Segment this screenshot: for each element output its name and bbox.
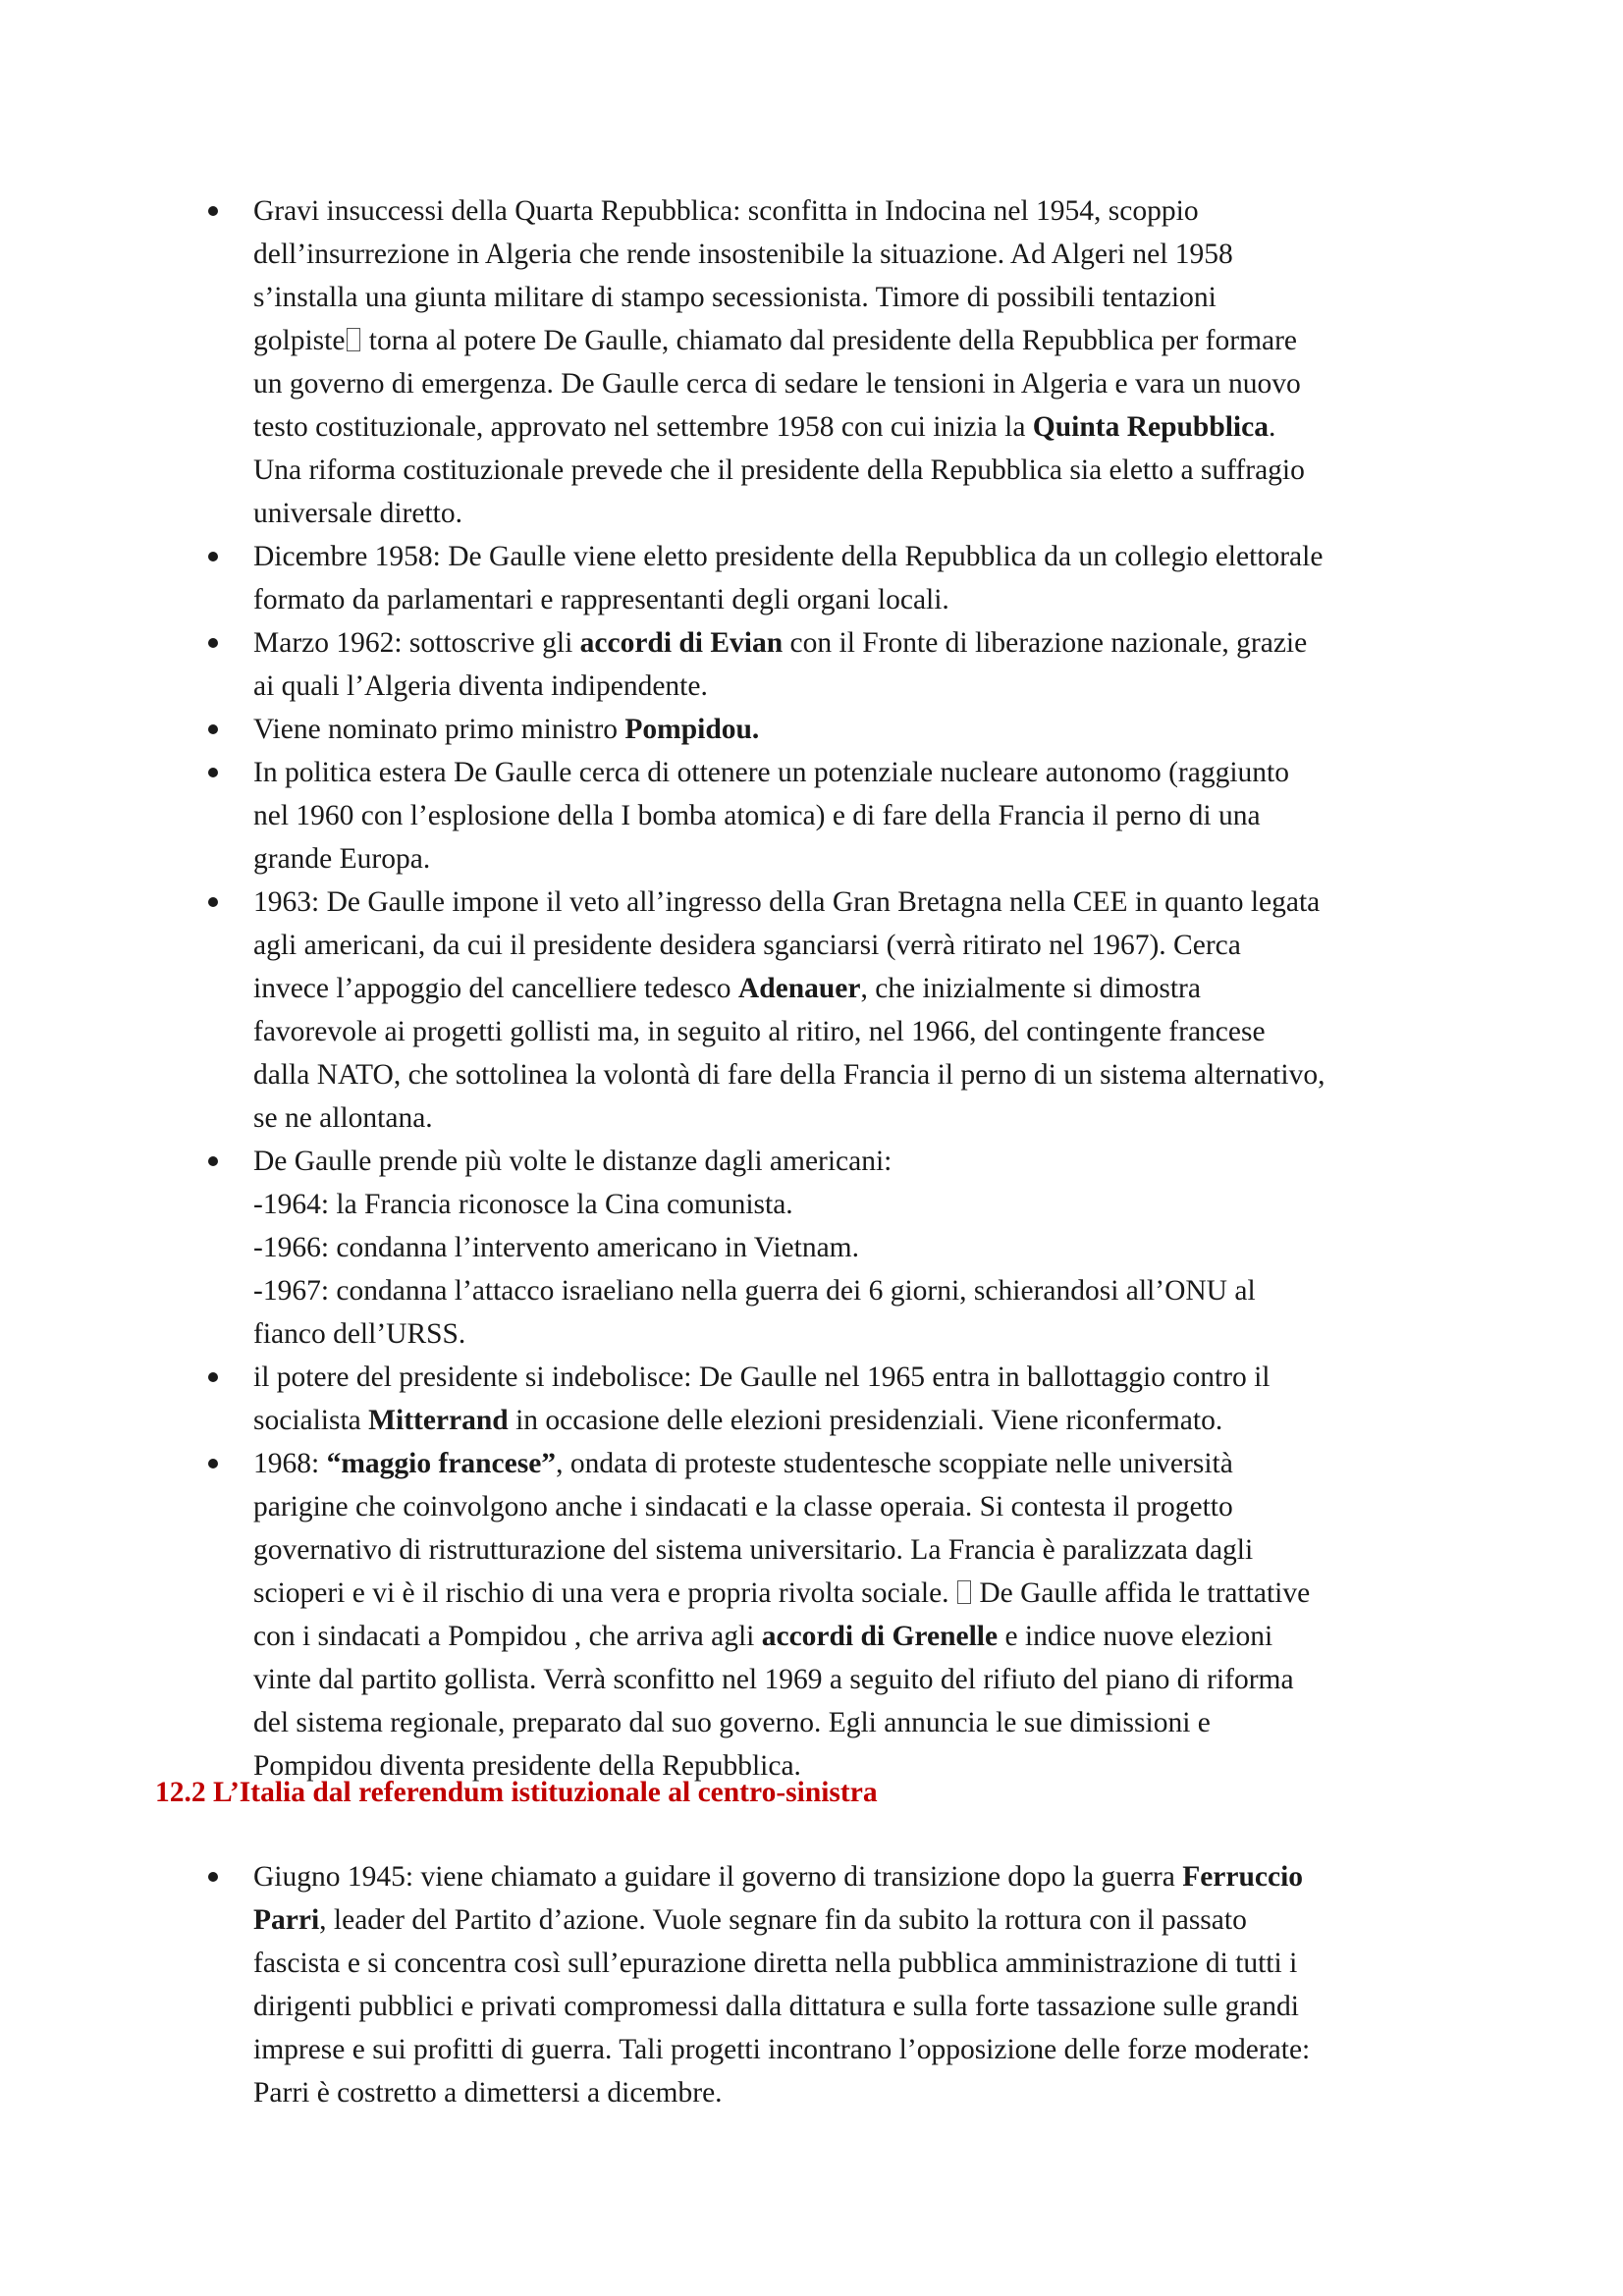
list-item: De Gaulle prende più volte le distanze dagli americani: -1964: la Francia riconosce la Cina comunista. -1966: condanna l’intervento americano in Vietnam. -1967: condanna l’attacco israeliano nella guerra dei 6 giorni, schierandosi all’ONU al fianco dell’URSS. [253, 1140, 1481, 1356]
bold-term: “maggio francese” [326, 1448, 557, 1479]
missing-glyph-box-icon [347, 328, 360, 351]
missing-glyph-box-icon [957, 1580, 971, 1604]
list-item: 1968: “maggio francese”, ondata di proteste studentesche scoppiate nelle università parigine che coinvolgono anche i sindacati e la classe operaia. Si contesta il progetto governativo di ristrutturazione del sistema universitario. La Francia è paralizzata dagli scioperi e vi è il rischio di una vera e propria rivolta sociale. De Gaulle affida le trattative con i sindacati a Pompidou , che arriva agli accordi di Grenelle e indice nuove elezioni vinte dal partito gollista. Verrà sconfitto nel 1969 a seguito del rifiuto del piano di riforma del sistema regionale, preparato dal suo governo. Egli annuncia le sue dimissioni e Pompidou diventa presidente della Repubblica. [253, 1442, 1481, 1788]
bold-term: Ferruccio [1182, 1861, 1304, 1893]
section-heading: 12.2 L’Italia dal referendum istituzionale al centro-sinistra [155, 1777, 878, 1808]
bold-term: Pompidou. [624, 714, 760, 745]
list-item: Giugno 1945: viene chiamato a guidare il governo di transizione dopo la guerra Ferruccio Parri, leader del Partito d’azione. Vuole segnare fin da subito la rottura con il passato fascista e si concentra così sull’epurazione diretta nella pubblica amministrazione di tutti i dirigenti pubblici e privati compromessi dalla dittatura e sulla forte tassazione sulle grandi imprese e sui profitti di guerra. Tali progetti incontrano l’opposizione delle forze moderate: Parri è costretto a dimettersi a dicembre. [253, 1855, 1481, 2114]
list-item: il potere del presidente si indebolisce: De Gaulle nel 1965 entra in ballottaggio contro il socialista Mitterrand in occasione delle elezioni presidenziali. Viene riconfermato. [253, 1356, 1481, 1442]
bold-term: accordi di Grenelle [761, 1621, 999, 1652]
list-item: In politica estera De Gaulle cerca di ottenere un potenziale nucleare autonomo (raggiunto nel 1960 con l’esplosione della I bomba atomica) e di fare della Francia il perno di una grande Europa. [253, 751, 1481, 881]
bold-term: Mitterrand [368, 1405, 509, 1436]
list-item: 1963: De Gaulle impone il veto all’ingresso della Gran Bretagna nella CEE in quanto legata agli americani, da cui il presidente desidera sganciarsi (verrà ritirato nel 1967). Cerca invece l’appoggio del cancelliere tedesco Adenauer, che inizialmente si dimostra favorevole ai progetti gollisti ma, in seguito al ritiro, nel 1966, del contingente francese dalla NATO, che sottolinea la volontà di fare della Francia il perno di un sistema alternativo, se ne allontana. [253, 881, 1481, 1140]
bold-term: accordi di Evian [579, 627, 784, 659]
list-item: Gravi insuccessi della Quarta Repubblica: sconfitta in Indocina nel 1954, scoppio dell’insurrezione in Algeria che rende insostenibile la situazione. Ad Algeri nel 1958 s’installa una giunta militare di stampo secessionista. Timore di possibili tentazioni golpiste torna al potere De Gaulle, chiamato dal presidente della Repubblica per formare un governo di emergenza. De Gaulle cerca di sedare le tensioni in Algeria e vara un nuovo testo costituzionale, approvato nel settembre 1958 con cui inizia la Quinta Repubblica. Una riforma costituzionale prevede che il presidente della Repubblica sia eletto a suffragio universale diretto. [253, 189, 1481, 535]
list-item: Dicembre 1958: De Gaulle viene eletto presidente della Repubblica da un collegio elettorale formato da parlamentari e rappresentanti degli organi locali. [253, 535, 1481, 621]
section2-bullet-list [253, 1855, 1481, 2114]
bold-term: Adenauer [737, 973, 861, 1004]
bold-term: Quinta Repubblica [1032, 411, 1269, 443]
list-item: Viene nominato primo ministro Pompidou. [253, 708, 1481, 751]
section1-bullet-list [253, 189, 1481, 1788]
bold-term: Parri [253, 1904, 320, 1936]
list-item: Marzo 1962: sottoscrive gli accordi di Evian con il Fronte di liberazione nazionale, grazie ai quali l’Algeria diventa indipendente. [253, 621, 1481, 708]
